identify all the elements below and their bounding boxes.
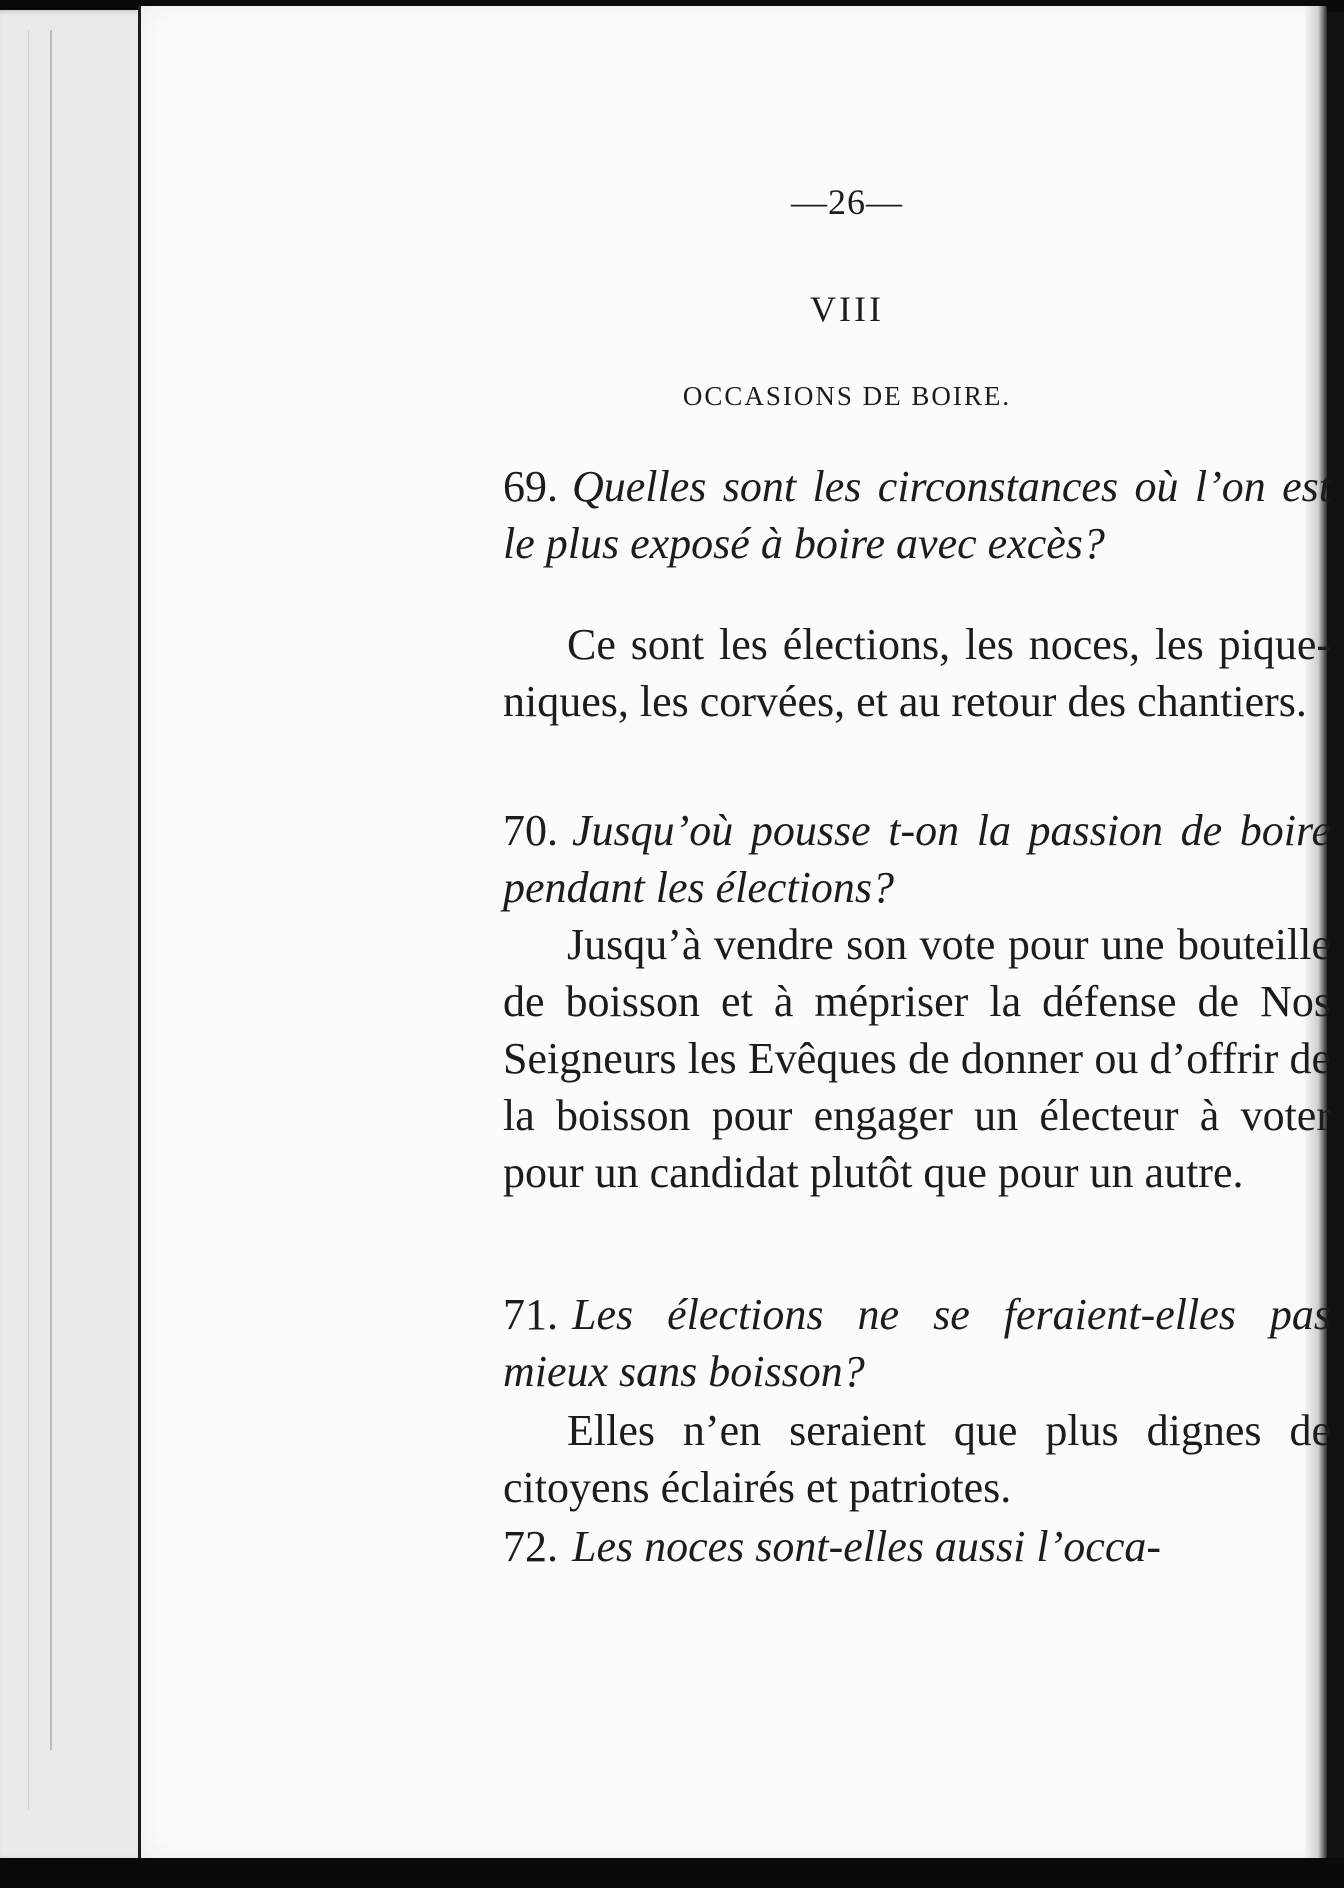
question-text: Quelles sont les circonstances où l’on est le plus exposé à boire avec excès? [503,462,1331,568]
question-70 [503,802,1331,916]
answer-69: Ce sont les élections, les noces, les pique-niques, les corvées, et au retour des chantiers. [503,620,1331,726]
scan-bottom-border [0,1858,1344,1888]
answer-70: Jusqu’à vendre son vote pour une bouteille de boisson et à mépriser la défense de Nos Seigneurs les Evêques de donner ou d’offrir de la boisson pour engager un électeur à voter pour un candidat plutôt que pour un autre. [503,920,1331,1197]
answer-71: Elles n’en seraient que plus dignes de citoyens éclairés et patriotes. [503,1406,1331,1512]
question-71 [503,1286,1331,1400]
question-number: 71. [503,1290,558,1339]
question-text: Jusqu’où pousse t-on la passion de boire pendant les élections? [503,806,1331,912]
question-text: Les noces sont-elles aussi l’occa- [572,1522,1161,1571]
chapter-title: OCCASIONS DE BOIRE. [682,381,1012,411]
book-page [138,6,1331,1858]
question-number: 70. [503,806,558,855]
page-number: —26— [791,182,903,222]
facing-page-rule [28,30,29,1810]
facing-page-edge [0,10,150,1860]
question-69 [503,458,1331,572]
question-number: 69. [503,462,558,511]
question-number: 72. [503,1522,558,1571]
question-72 [503,1518,1331,1575]
chapter-number: VIII [810,289,884,329]
question-text: Les élections ne se feraient-elles pas mieux sans boisson? [503,1290,1331,1396]
facing-page-rule [50,30,52,1750]
